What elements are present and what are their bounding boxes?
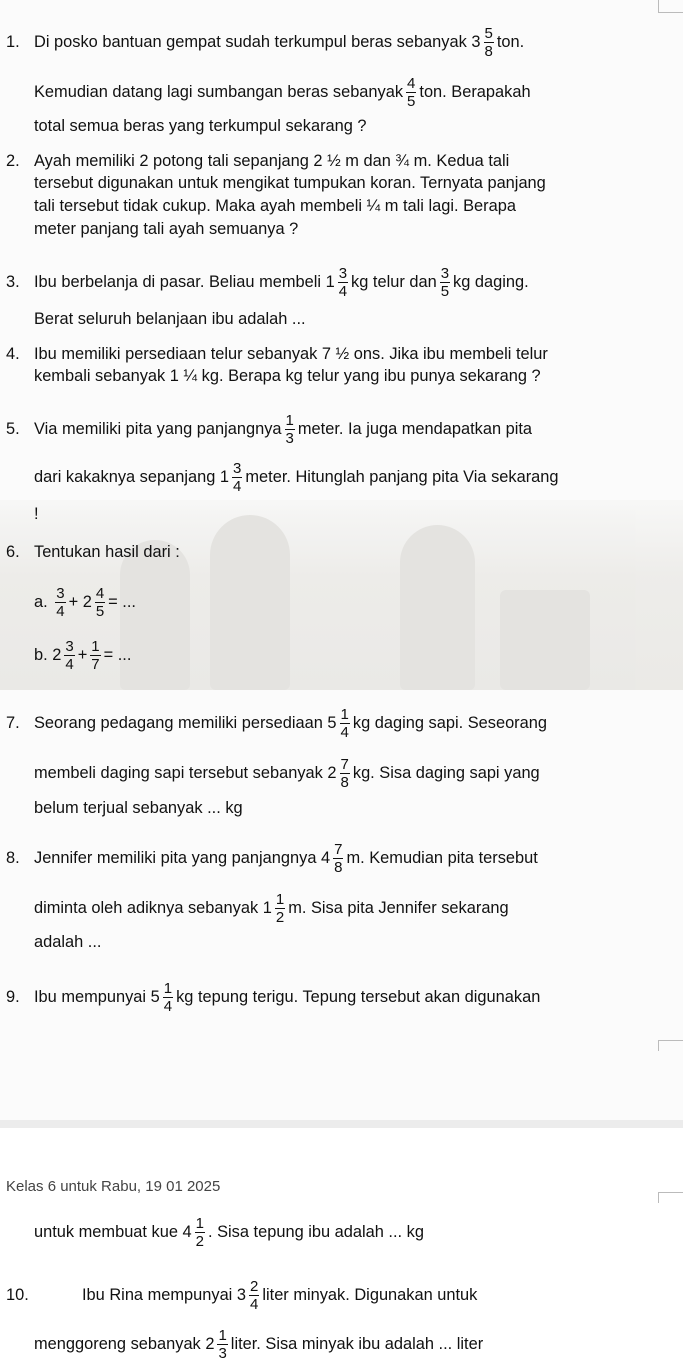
question-7-line-2: membeli daging sapi tersebut sebanyak 2 $\frac{7}{8}$ kg. Sisa daging sapi yang — [34, 756, 540, 791]
question-2-line-3: tali tersebut tidak cukup. Maka ayah membeli ¼ m tali lagi. Berapa — [34, 197, 516, 215]
question-2-line-4: meter panjang tali ayah semuanya ? — [34, 220, 299, 238]
question-7-line-3: belum terjual sebanyak ... kg — [34, 799, 243, 817]
question-6b: b. 2 $\frac{3}{4}$ + $\frac{1}{7}$ = ... — [34, 638, 132, 673]
question-10-line-2: menggoreng sebanyak 2 $\frac{1}{3}$ liter. Sisa minyak ibu adalah ... liter — [34, 1327, 484, 1362]
question-4: 4. Ibu memiliki persediaan telur sebanyak 7 ½ ons. Jika ibu membeli telur — [6, 345, 548, 363]
question-3: 3. Ibu berbelanja di pasar. Beliau membeli 1 $\frac{3}{4}$ kg telur dan $\frac{3}{5}$ kg daging. — [6, 265, 529, 300]
question-4-line-2: kembali sebanyak 1 ¼ kg. Berapa kg telur yang ibu punya sekarang ? — [34, 367, 541, 385]
question-7: 7. Seorang pedagang memiliki persediaan 5 $\frac{1}{4}$ kg daging sapi. Seseorang — [6, 706, 547, 741]
question-8: 8. Jennifer memiliki pita yang panjangnya 4 $\frac{7}{8}$ m. Kemudian pita tersebut — [6, 841, 538, 876]
question-1-line-3: total semua beras yang terkumpul sekarang ? — [34, 117, 367, 135]
question-3-line-2: Berat seluruh belanjaan ibu adalah ... — [34, 310, 306, 328]
question-1-line-2: Kemudian datang lagi sumbangan beras sebanyak $\frac{4}{5}$ ton. Berapakah — [34, 75, 531, 110]
question-8-line-3: adalah ... — [34, 933, 102, 951]
question-8-line-2: diminta oleh adiknya sebanyak 1 $\frac{1}{2}$ m. Sisa pita Jennifer sekarang — [34, 891, 509, 926]
question-5-line-2: dari kakaknya sepanjang 1 $\frac{3}{4}$ meter. Hitunglah panjang pita Via sekarang — [34, 460, 559, 495]
question-9-continued: untuk membuat kue 4 $\frac{1}{2}$ . Sisa tepung ibu adalah ... kg — [34, 1215, 424, 1250]
question-10: 10. Ibu Rina mempunyai 3 $\frac{2}{4}$ liter minyak. Digunakan untuk — [6, 1278, 478, 1313]
page-divider — [0, 1120, 683, 1128]
question-5-line-3: ! — [34, 505, 39, 523]
question-2: 2. Ayah memiliki 2 potong tali sepanjang 2 ½ m dan ¾ m. Kedua tali — [6, 152, 510, 170]
question-2-line-2: tersebut digunakan untuk mengikat tumpukan koran. Ternyata panjang — [34, 174, 546, 192]
page-2-header: Kelas 6 untuk Rabu, 19 01 2025 — [6, 1178, 221, 1195]
question-1: 1. Di posko bantuan gempat sudah terkumpul beras sebanyak 3 $\frac{5}{8}$ ton. — [6, 25, 525, 60]
question-6: 6. Tentukan hasil dari : — [6, 543, 180, 561]
question-5: 5. Via memiliki pita yang panjangnya $\frac{1}{3}$ meter. Ia juga mendapatkan pita — [6, 412, 533, 447]
question-9: 9. Ibu mempunyai 5 $\frac{1}{4}$ kg tepung terigu. Tepung tersebut akan digunakan — [6, 980, 541, 1015]
question-6a: a. $\frac{3}{4}$ + 2 $\frac{4}{5}$ = ... — [34, 585, 136, 620]
